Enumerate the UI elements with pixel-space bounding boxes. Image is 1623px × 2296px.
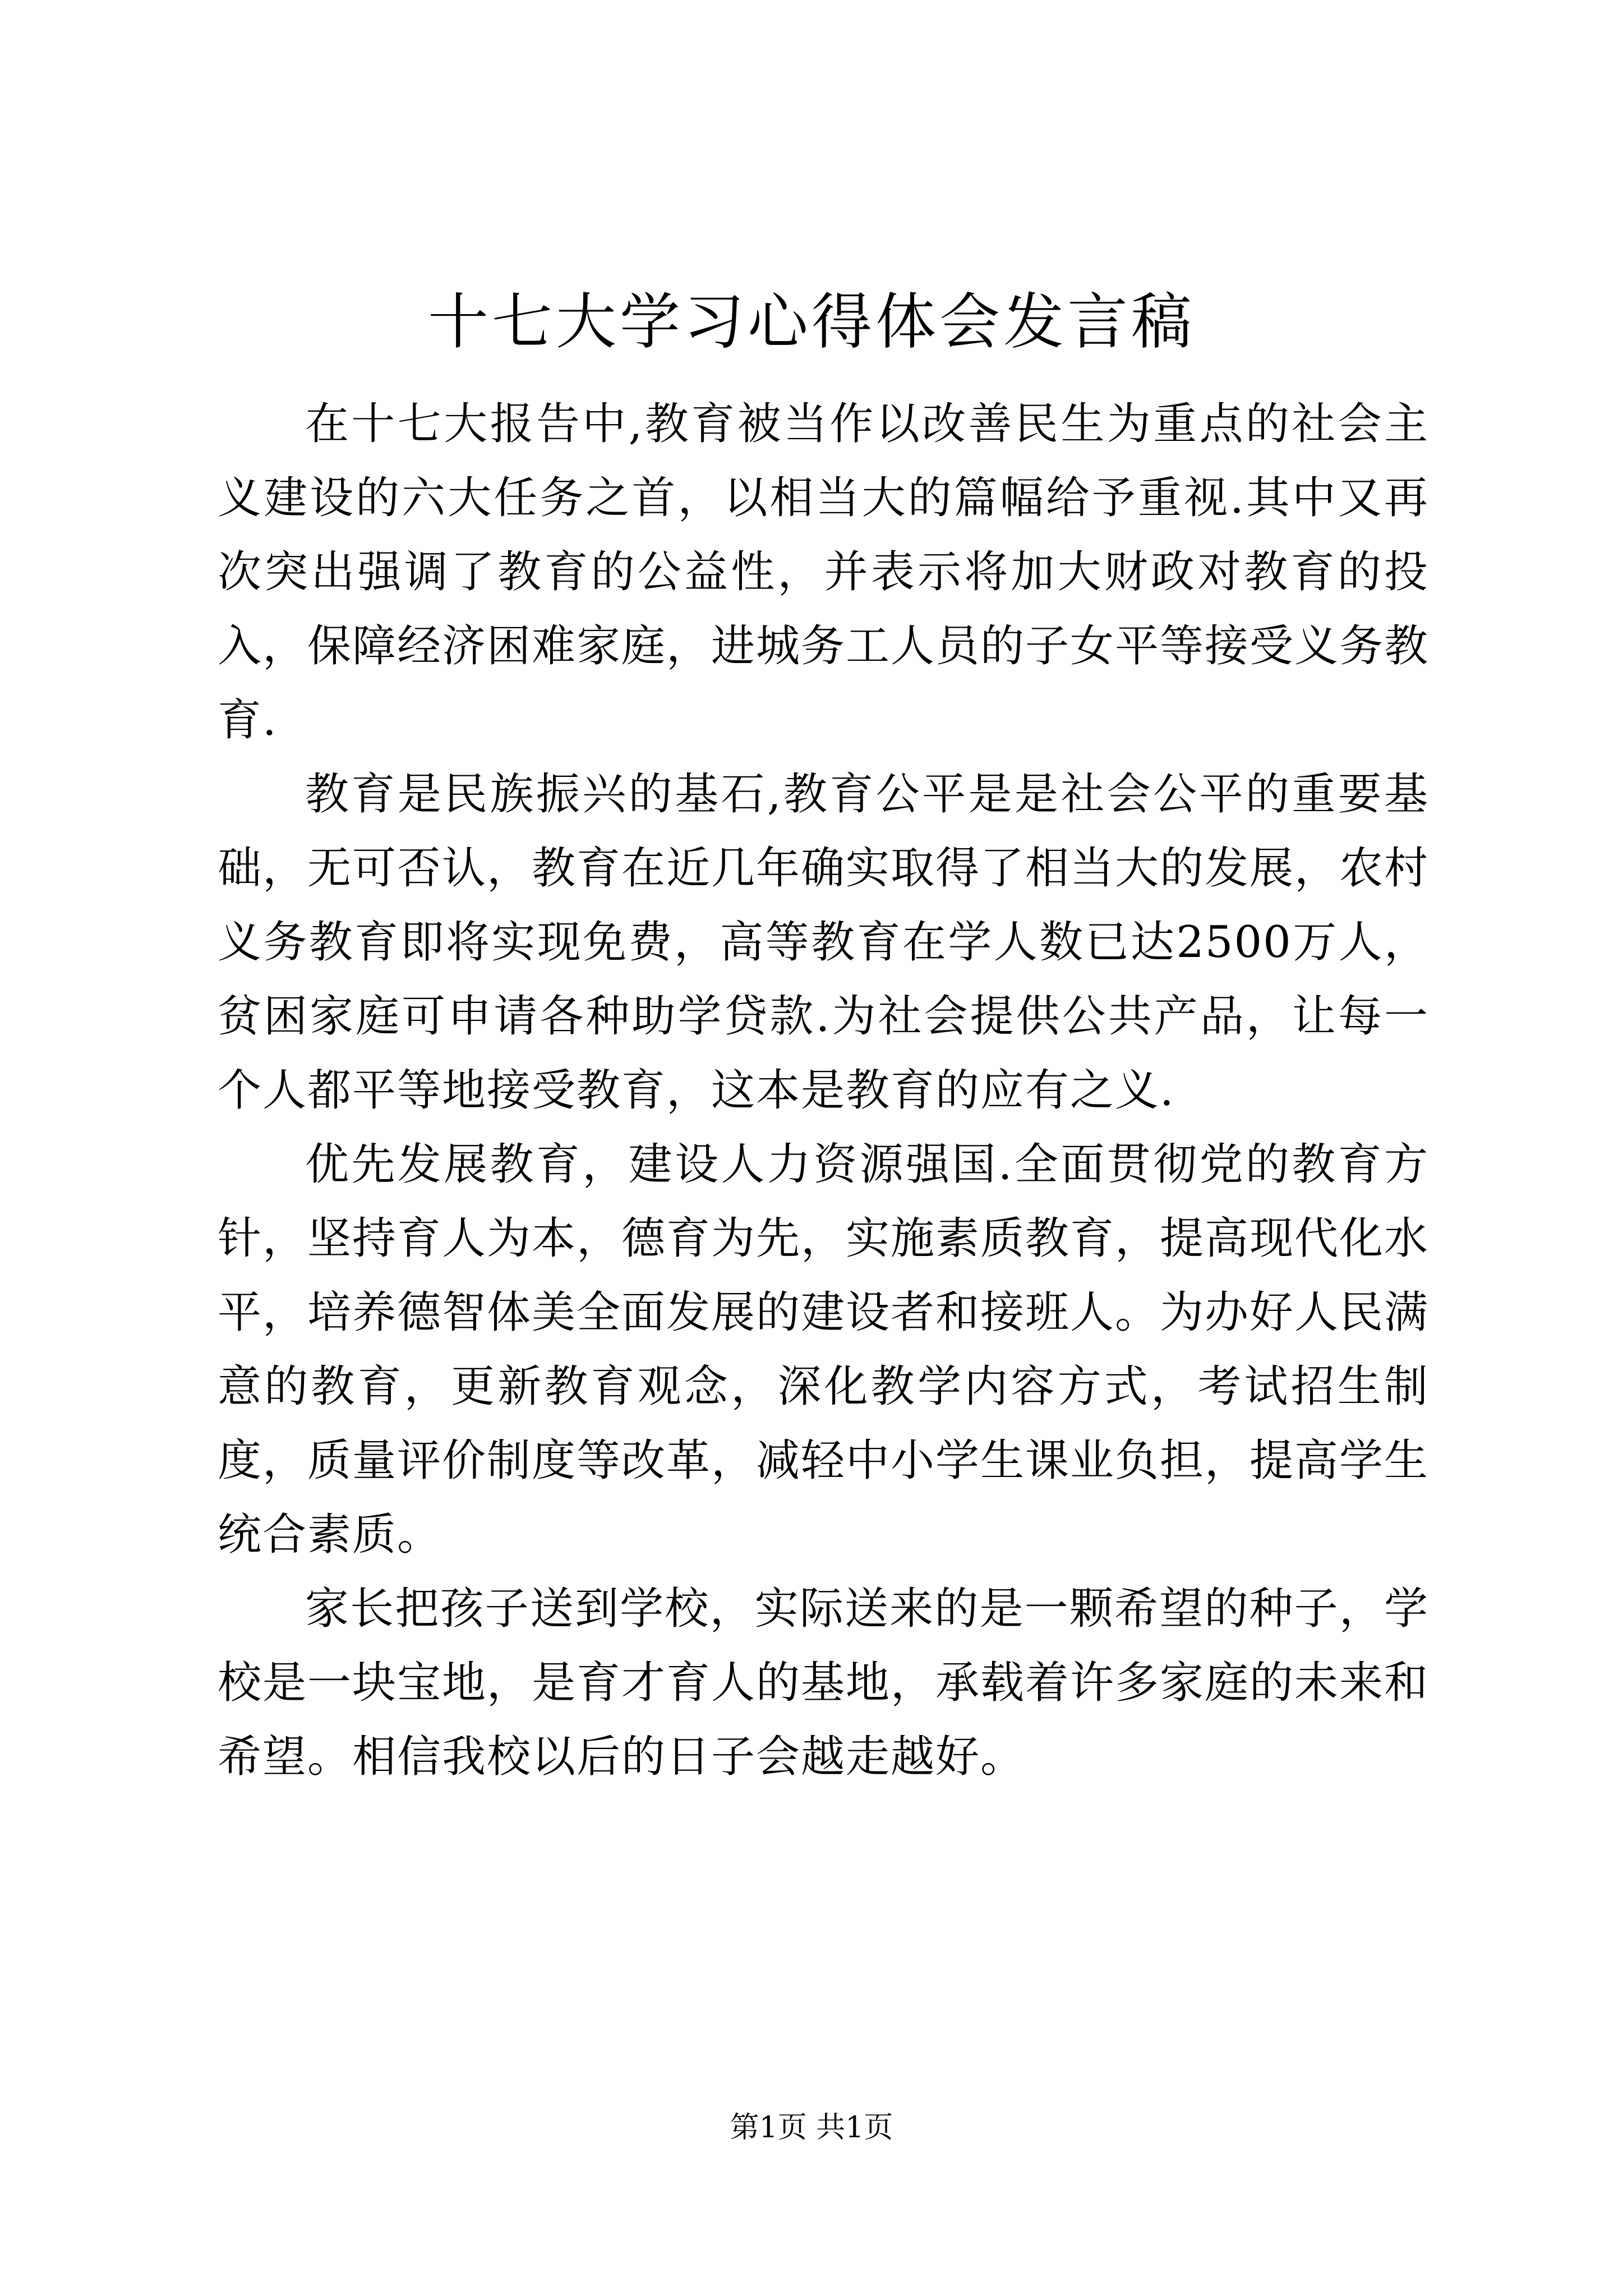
page-footer: 第1页 共1页 bbox=[730, 2111, 893, 2145]
paragraph-4: 家长把孩子送到学校，实际送来的是一颗希望的种子，学校是一块宝地，是育才育人的基地，承载着许多家庭的未来和希望。相信我校以后的日子会越走越好。 bbox=[218, 1584, 1430, 1782]
paragraph-3: 优先发展教育，建设人力资源强国.全面贯彻党的教育方针，坚持育人为本，德育为先，实施素质教育，提高现代化水平，培养德智体美全面发展的建设者和接班人。为办好人民满意的教育，更新教育观念，深化教学内容方式，考试招生制度，质量评价制度等改革，减轻中小学生课业负担，提高学生统合素质。 bbox=[218, 1139, 1430, 1560]
paragraph-2: 教育是民族振兴的基石,教育公平是是社会公平的重要基础，无可否认，教育在近几年确实取得了相当大的发展，农村义务教育即将实现免费，高等教育在学人数已达2500万人，贫困家庭可申请各种助学贷款.为社会提供公共产品，让每一个人都平等地接受教育，这本是教育的应有之义. bbox=[218, 769, 1430, 1116]
document-title: 十七大学习心得体会发言稿 bbox=[427, 287, 1195, 357]
document-body bbox=[218, 387, 1429, 1794]
paragraph-1: 在十七大报告中,教育被当作以改善民生为重点的社会主义建设的六大任务之首，以相当大的篇幅给予重视.其中又再次突出强调了教育的公益性，并表示将加大财政对教育的投入，保障经济困难家庭，进城务工人员的子女平等接受义务教育. bbox=[218, 399, 1430, 746]
